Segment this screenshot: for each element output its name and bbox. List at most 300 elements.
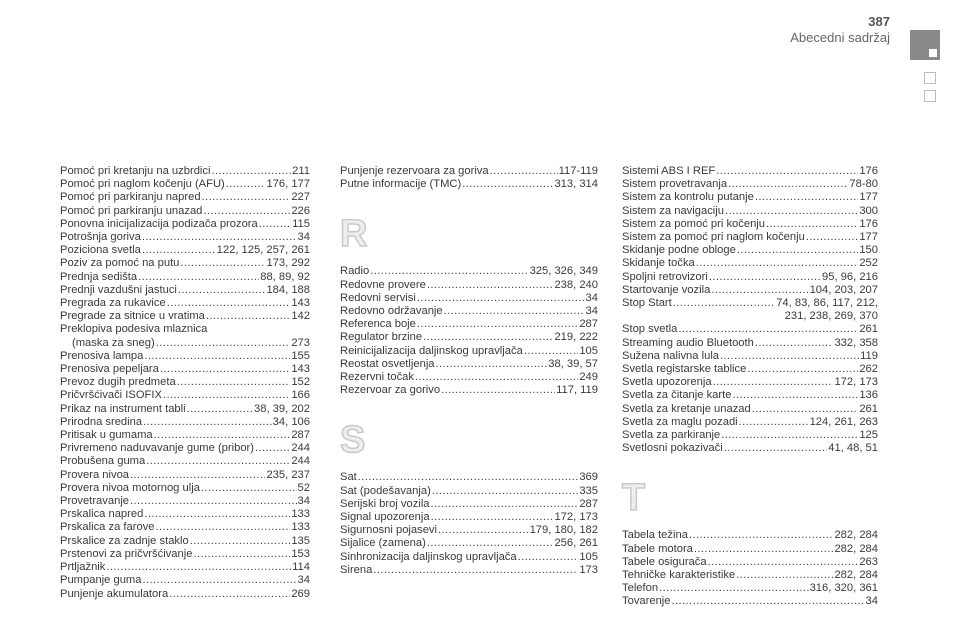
index-term: Sistem za pomoć pri kočenju <box>622 217 766 230</box>
page-references: 172, 173 <box>554 511 598 524</box>
index-term: Sistem za kontrolu putanje <box>622 191 754 204</box>
page-references: 177 <box>859 191 878 204</box>
page-references: 117, 119 <box>556 384 598 397</box>
index-entry[interactable] <box>622 595 878 608</box>
index-entry[interactable] <box>622 323 878 336</box>
index-entry[interactable] <box>340 318 598 331</box>
index-term: Prednja sedišta <box>60 270 138 283</box>
index-entry[interactable] <box>60 271 310 284</box>
index-entry[interactable] <box>340 485 598 498</box>
index-term: Prskalice za zadnje staklo <box>60 534 189 547</box>
page-references: 105 <box>579 550 598 563</box>
index-entry[interactable] <box>622 543 878 556</box>
leader-dots <box>169 588 290 601</box>
index-entry[interactable] <box>622 350 878 363</box>
index-term: Signal upozorenja <box>340 511 430 524</box>
leader-dots <box>106 561 291 574</box>
leader-dots <box>716 165 858 178</box>
leader-dots <box>709 271 821 284</box>
index-term: Streaming audio Bluetooth <box>622 336 754 349</box>
page-references: 143 <box>291 297 310 310</box>
index-entry[interactable] <box>622 205 878 218</box>
index-term: Privremeno naduvavanje gume (pribor) <box>60 442 255 455</box>
index-entry[interactable] <box>622 191 878 204</box>
index-group <box>60 165 310 601</box>
leader-dots <box>659 582 808 595</box>
index-term: Pomoć pri naglom kočenju (AFU) <box>60 178 225 191</box>
index-column-1 <box>60 165 310 601</box>
leader-dots <box>370 265 528 278</box>
index-entry[interactable] <box>60 165 310 178</box>
index-term: Radio <box>340 265 370 278</box>
leader-dots <box>178 284 266 297</box>
leader-dots <box>226 178 266 191</box>
page-references: 287 <box>579 318 598 331</box>
page-references: 152 <box>291 376 310 389</box>
leader-dots <box>259 218 291 231</box>
leader-dots <box>156 337 291 350</box>
page-references: 269 <box>291 587 310 600</box>
index-term: Startovanje vozila <box>622 283 711 296</box>
index-term: Sistem za pomoć pri naglom kočenju <box>622 231 805 244</box>
index-term: Tabele motora <box>622 542 693 555</box>
index-entry[interactable] <box>622 389 878 402</box>
leader-dots <box>766 218 858 231</box>
page-references: 325, 326, 349 <box>529 265 598 278</box>
section-letter: R <box>340 213 368 256</box>
index-term: Pomoć pri parkiranju unazad <box>60 204 203 217</box>
index-entry[interactable] <box>622 442 878 455</box>
leader-dots <box>427 279 554 292</box>
page-references: 117-119 <box>558 165 598 177</box>
leader-dots <box>673 297 775 310</box>
index-term: Svetla registarske tablice <box>622 363 747 376</box>
index-term: Provera nivoa <box>60 468 130 481</box>
index-term: Svetla za kretanje unazad <box>622 402 751 415</box>
square-icon <box>929 49 937 57</box>
index-term: Sirena <box>340 563 373 576</box>
leader-dots <box>436 358 548 371</box>
index-entry[interactable] <box>622 218 878 231</box>
index-entry[interactable] <box>340 305 598 318</box>
leader-dots <box>524 345 579 358</box>
leader-dots <box>732 389 858 402</box>
page-references: 252 <box>859 257 878 270</box>
leader-dots <box>672 595 865 608</box>
section-tab[interactable] <box>924 72 936 84</box>
page-references: 227 <box>291 191 310 204</box>
index-entry[interactable] <box>622 257 878 270</box>
index-term: Poziv za pomoć na putu <box>60 257 180 270</box>
page-references: 115 <box>292 217 310 230</box>
index-entry[interactable] <box>60 482 310 495</box>
page-references: 74, 83, 86, 117, 212, <box>776 297 878 310</box>
leader-dots <box>694 543 834 556</box>
leader-dots <box>725 205 858 218</box>
leader-dots <box>721 429 858 442</box>
index-entry[interactable] <box>340 178 598 191</box>
index-term: Prevoz dugih predmeta <box>60 376 176 389</box>
index-entry[interactable] <box>60 218 310 231</box>
index-term: Skidanje podne obloge <box>622 244 736 257</box>
section-tab[interactable] <box>924 90 936 102</box>
leader-dots <box>728 178 848 191</box>
leader-dots <box>142 231 297 244</box>
page-references: 226 <box>291 204 310 217</box>
page-references: 41, 48, 51 <box>828 442 878 455</box>
leader-dots <box>206 310 290 323</box>
page-references: 150 <box>859 244 878 257</box>
page-references: 95, 96, 216 <box>822 270 878 283</box>
index-term: Sigurnosni pojasevi <box>340 524 438 537</box>
index-entry[interactable] <box>60 548 310 561</box>
page-references: 219, 222 <box>554 331 598 344</box>
leader-dots <box>358 471 579 484</box>
page-references: 287 <box>579 497 598 510</box>
page-references: 142 <box>291 310 310 323</box>
index-entry[interactable] <box>60 521 310 534</box>
page-references: 173 <box>579 563 598 576</box>
page-references: 124, 261, 263 <box>809 415 878 428</box>
index-term: Prirodna sredina <box>60 415 143 428</box>
index-term: Sat <box>340 471 357 484</box>
section-tab-active[interactable] <box>910 30 940 60</box>
page-references: 133 <box>291 508 310 521</box>
index-entry[interactable] <box>60 469 310 482</box>
page-references: 136 <box>859 389 878 402</box>
index-term: Punjenje akumulatora <box>60 587 169 600</box>
index-term: Pomoć pri kretanju na uzbrdici <box>60 165 211 177</box>
leader-dots <box>201 482 297 495</box>
leader-dots <box>720 350 859 363</box>
index-entry[interactable] <box>60 429 310 442</box>
leader-dots <box>154 429 291 442</box>
page-references: 133 <box>291 521 310 534</box>
page-references: 244 <box>291 442 310 455</box>
index-entry[interactable] <box>340 524 598 537</box>
page-references: 78-80 <box>849 178 878 191</box>
index-term: Provera nivoa motornog ulja <box>60 481 200 494</box>
page-references: 34 <box>585 305 598 318</box>
index-term: Svetla za maglu pozadi <box>622 415 738 428</box>
index-entry[interactable] <box>622 403 878 416</box>
index-entry[interactable] <box>60 363 310 376</box>
page-references: 52 <box>297 481 310 494</box>
leader-dots <box>806 231 859 244</box>
page-references: 177 <box>859 231 878 244</box>
leader-dots <box>696 257 859 270</box>
index-entry[interactable] <box>622 244 878 257</box>
leader-dots <box>432 485 579 498</box>
page-references: 38, 39, 202 <box>254 402 310 415</box>
index-term: Prskalica za farove <box>60 521 155 534</box>
leader-dots <box>193 548 290 561</box>
index-entry[interactable] <box>340 345 598 358</box>
index-entry[interactable] <box>60 337 310 350</box>
index-term: Provetravanje <box>60 495 130 508</box>
leader-dots <box>739 416 809 429</box>
page-references: 332, 358 <box>834 336 878 349</box>
index-entry[interactable] <box>340 279 598 292</box>
index-entry[interactable] <box>340 511 598 524</box>
leader-dots <box>211 165 291 178</box>
page-references: 262 <box>859 363 878 376</box>
index-term: Svetla upozorenja <box>622 376 712 389</box>
index-term: Prskalica napred <box>60 508 144 521</box>
leader-dots <box>518 551 579 564</box>
index-entry[interactable] <box>340 358 598 371</box>
index-entry[interactable] <box>622 284 878 297</box>
index-entry[interactable] <box>622 363 878 376</box>
index-term: Svetla za čitanje karte <box>622 389 732 402</box>
section-letter: T <box>622 477 646 520</box>
leader-dots <box>736 569 833 582</box>
leader-dots <box>752 403 859 416</box>
page-references: 34, 106 <box>272 415 310 428</box>
leader-dots <box>737 244 858 257</box>
index-term: Svetlosni pokazivači <box>622 442 723 455</box>
leader-dots <box>187 403 253 416</box>
page-references: 143 <box>291 363 310 376</box>
page-references: 282, 284 <box>834 569 878 582</box>
page-references: 176 <box>859 165 878 177</box>
leader-dots <box>144 350 290 363</box>
leader-dots <box>203 205 290 218</box>
index-term: Prikaz na instrument tabli <box>60 402 186 415</box>
index-group <box>340 165 598 191</box>
leader-dots <box>431 511 554 524</box>
leader-dots <box>130 469 265 482</box>
page-references: 263 <box>859 555 878 568</box>
index-entry[interactable] <box>622 416 878 429</box>
page-references: 125 <box>859 429 878 442</box>
index-entry[interactable] <box>340 384 598 397</box>
leader-dots <box>138 271 259 284</box>
index-term: Redovni servisi <box>340 291 416 304</box>
index-entry[interactable] <box>60 508 310 521</box>
index-entry[interactable] <box>340 265 598 278</box>
index-term: Tabele osigurača <box>622 555 707 568</box>
page-references: 135 <box>291 534 310 547</box>
index-entry[interactable] <box>622 337 878 350</box>
index-entry[interactable] <box>622 529 878 542</box>
page-references: 184, 188 <box>266 283 310 296</box>
index-term: Putne informacije (TMC) <box>340 178 462 191</box>
leader-dots <box>177 376 291 389</box>
index-entry[interactable] <box>622 556 878 569</box>
index-group <box>622 165 878 455</box>
index-entry[interactable] <box>60 455 310 468</box>
index-term: Prstenovi za pričvršćivanje <box>60 547 193 560</box>
section-letter: S <box>340 419 366 462</box>
index-entry[interactable] <box>340 331 598 344</box>
index-entry[interactable] <box>60 495 310 508</box>
page-references: 300 <box>859 204 878 217</box>
index-entry[interactable] <box>622 582 878 595</box>
leader-dots <box>130 495 297 508</box>
index-term: Potrošnja goriva <box>60 231 141 244</box>
index-group <box>340 421 598 577</box>
page-references: 34 <box>297 574 310 587</box>
leader-dots <box>713 376 834 389</box>
index-term: Prtljažnik <box>60 561 106 574</box>
index-term: Serijski broj vozila <box>340 497 430 510</box>
index-term: Reinicijalizacija daljinskog upravljača <box>340 344 523 357</box>
leader-dots <box>441 384 555 397</box>
index-entry[interactable] <box>622 569 878 582</box>
index-term: Pričvršćivači ISOFIX <box>60 389 162 402</box>
leader-dots <box>438 524 529 537</box>
index-term: Svetla za parkiranje <box>622 429 721 442</box>
index-term: Telefon <box>622 582 659 595</box>
index-entry[interactable] <box>622 429 878 442</box>
page-references: 104, 203, 207 <box>809 283 878 296</box>
index-term: Sistemi ABS I REF <box>622 165 716 177</box>
index-entry[interactable] <box>340 292 598 305</box>
leader-dots <box>160 363 290 376</box>
page-references: 238, 240 <box>554 278 598 291</box>
index-entry[interactable] <box>60 535 310 548</box>
index-term: Sat (podešavanja) <box>340 484 431 497</box>
index-entry[interactable] <box>622 297 878 310</box>
page-references: 176, 177 <box>266 178 310 191</box>
page-references: 179, 180, 182 <box>529 524 598 537</box>
index-entry[interactable] <box>622 231 878 244</box>
page-references: 88, 89, 92 <box>260 270 310 283</box>
index-entry[interactable] <box>60 178 310 191</box>
page-references: 105 <box>579 344 598 357</box>
leader-dots <box>180 257 265 270</box>
leader-dots <box>156 521 291 534</box>
index-term: Poziciona svetla <box>60 244 141 257</box>
index-term: Sinhronizacija daljinskog upravljača <box>340 550 517 563</box>
leader-dots <box>417 292 585 305</box>
index-entry[interactable] <box>340 551 598 564</box>
leader-dots <box>431 498 579 511</box>
page-references: 256, 261 <box>554 537 598 550</box>
page-references: 122, 125, 257, 261 <box>216 244 310 257</box>
index-term: Regulator brzine <box>340 331 423 344</box>
index-entry[interactable] <box>340 165 598 178</box>
index-term: Sijalice (zamena) <box>340 537 426 550</box>
page-references: 34 <box>297 231 310 244</box>
leader-dots <box>490 165 558 178</box>
page-references: 38, 39, 57 <box>548 357 598 370</box>
index-entry[interactable] <box>60 389 310 402</box>
index-term: Rezervoar za gorivo <box>340 384 441 397</box>
index-term: Skidanje točka <box>622 257 695 270</box>
page-references: 114 <box>292 561 310 574</box>
index-entry[interactable] <box>340 564 598 577</box>
index-entry[interactable] <box>60 588 310 601</box>
index-group <box>622 479 878 608</box>
index-entry[interactable] <box>622 310 878 323</box>
index-entry[interactable] <box>60 403 310 416</box>
page-references: 119 <box>860 349 878 362</box>
leader-dots <box>163 389 290 402</box>
index-entry[interactable] <box>60 350 310 363</box>
page-references: 166 <box>291 389 310 402</box>
index-term: Pritisak u gumama <box>60 429 153 442</box>
index-term: Pumpanje guma <box>60 574 142 587</box>
index-entry[interactable] <box>622 376 878 389</box>
page-references: 313, 314 <box>554 178 598 191</box>
page-references: 231, 238, 269, 370 <box>784 310 878 323</box>
index-term: Rezervni točak <box>340 371 414 384</box>
index-entry[interactable] <box>60 376 310 389</box>
leader-dots <box>747 363 858 376</box>
leader-dots <box>427 537 554 550</box>
page-references: 282, 284 <box>834 542 878 555</box>
leader-dots <box>755 191 858 204</box>
page-references: 287 <box>291 429 310 442</box>
index-entry[interactable] <box>60 574 310 587</box>
leader-dots <box>678 323 858 336</box>
leader-dots <box>373 564 578 577</box>
index-entry[interactable] <box>340 498 598 511</box>
leader-dots <box>711 284 808 297</box>
leader-dots <box>444 305 585 318</box>
index-entry[interactable] <box>340 537 598 550</box>
leader-dots <box>190 535 291 548</box>
page-references: 173, 292 <box>266 257 310 270</box>
page-references: 249 <box>579 371 598 384</box>
index-entry[interactable] <box>60 191 310 204</box>
page-references: 176 <box>859 217 878 230</box>
index-term: Prenosiva lampa <box>60 349 144 362</box>
index-term: Punjenje rezervoara za goriva <box>340 165 489 177</box>
page-references: 261 <box>859 402 878 415</box>
index-entry[interactable] <box>60 416 310 429</box>
index-term: Sistem za navigaciju <box>622 204 724 217</box>
index-entry[interactable] <box>60 284 310 297</box>
leader-dots <box>144 508 290 521</box>
index-entry[interactable] <box>340 471 598 484</box>
index-term: Spoljni retrovizori <box>622 270 708 283</box>
index-entry[interactable] <box>60 257 310 270</box>
index-entry[interactable] <box>60 323 310 336</box>
index-entry[interactable] <box>622 271 878 284</box>
index-term: Referenca boje <box>340 318 416 331</box>
index-entry[interactable] <box>60 205 310 218</box>
page-references: 153 <box>291 547 310 560</box>
index-column-3 <box>622 165 878 609</box>
index-term: Preklopiva podesiva mlaznica <box>60 323 208 336</box>
index-entry[interactable] <box>60 231 310 244</box>
index-term: Probušena guma <box>60 455 146 468</box>
index-entry[interactable] <box>60 244 310 257</box>
index-entry[interactable] <box>622 178 878 191</box>
index-group <box>340 215 598 397</box>
index-term: Stop svetla <box>622 323 678 336</box>
page-references: 34 <box>865 595 878 608</box>
index-term: Pomoć pri parkiranju napred <box>60 191 201 204</box>
index-entry[interactable] <box>60 561 310 574</box>
index-entry[interactable] <box>60 310 310 323</box>
index-entry[interactable] <box>60 442 310 455</box>
index-entry[interactable] <box>622 165 878 178</box>
index-term: Tabela težina <box>622 529 688 542</box>
page-references: 211 <box>292 165 310 177</box>
index-entry[interactable] <box>60 297 310 310</box>
leader-dots <box>167 297 291 310</box>
index-term: Pregrade za sitnice u vratima <box>60 310 205 323</box>
page-references: 172, 173 <box>834 376 878 389</box>
index-entry[interactable] <box>340 371 598 384</box>
index-term: Sužena nalivna lula <box>622 349 720 362</box>
index-term: (maska za sneg) <box>72 336 155 349</box>
leader-dots <box>724 442 827 455</box>
